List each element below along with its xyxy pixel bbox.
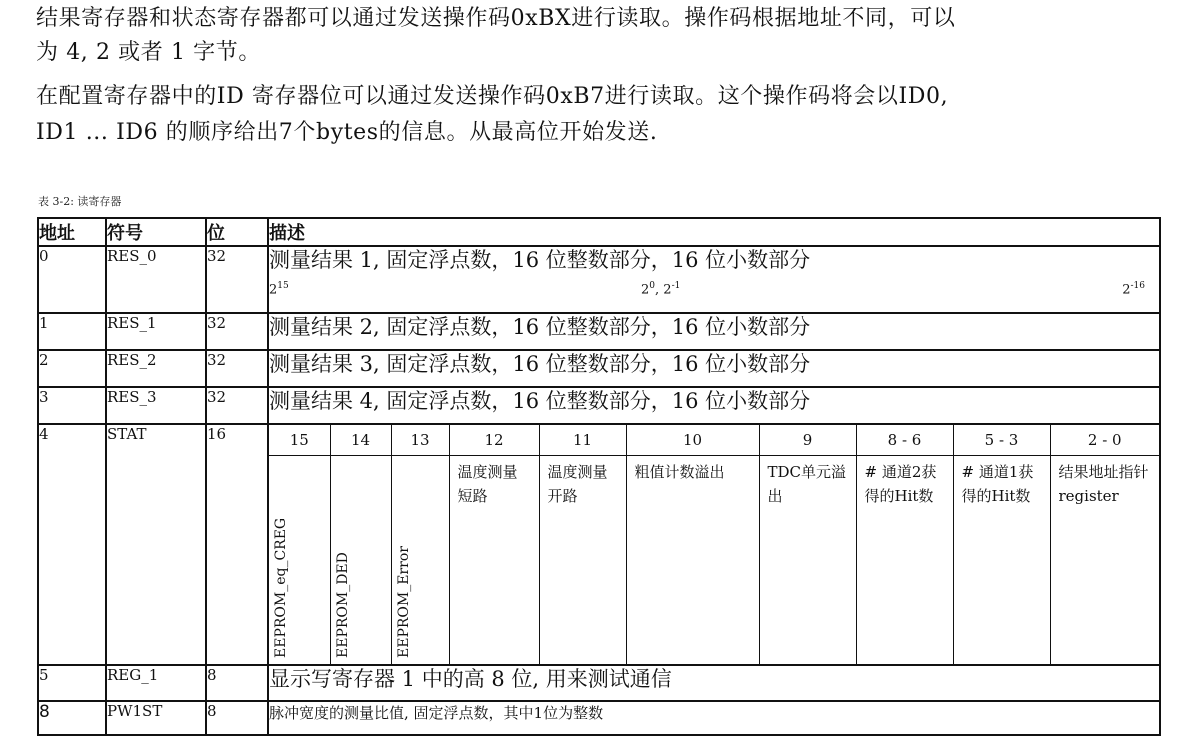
intro-paragraph-line-2: 为 4, 2 或者 1 字节。 [36,40,261,65]
header-desc: 描述 [268,218,1160,246]
stat-bit-number: 5 - 3 [953,425,1050,456]
table-row [38,313,1160,350]
row-addr: 3 [38,387,106,424]
row-bits: 32 [206,350,268,387]
stat-bit-desc: # 通道2获得的Hit数 [856,456,953,665]
stat-bit-desc: TDC单元溢出 [759,456,856,665]
stat-bit-number: 15 [269,425,330,456]
stat-bit-desc: EEPROM_Error [391,456,449,665]
row-desc: 测量结果 3, 固定浮点数，16 位整数部分，16 位小数部分 [268,350,1160,387]
table-row [38,350,1160,387]
intro-paragraph-line-4: ID1 ... ID6 的顺序给出7个bytes的信息。从最高位开始发送. [36,120,658,145]
row-symbol: RES_1 [106,313,206,350]
header-symbol: 符号 [106,218,206,246]
register-table [37,217,1161,736]
row-desc-text: 测量结果 1, 固定浮点数，16 位整数部分，16 位小数部分 [269,248,811,272]
stat-bit-desc: 温度测量短路 [449,456,539,665]
table-row [38,246,1160,313]
header-addr: 地址 [38,218,106,246]
row-desc: 测量结果 2, 固定浮点数，16 位整数部分，16 位小数部分 [268,313,1160,350]
row-desc [268,246,1160,313]
row-addr: 8 [38,701,106,735]
row-bits: 32 [206,246,268,313]
intro-paragraph-line-1: 结果寄存器和状态寄存器都可以通过发送操作码0xBX进行读取。操作码根据地址不同，可以 [36,6,956,31]
scale-mid: $2^0$, $2^{-1}$ [641,281,681,298]
stat-bit-number: 13 [391,425,449,456]
row-bits: 16 [206,424,268,665]
stat-bit-desc: 粗值计数溢出 [626,456,759,665]
row-symbol: STAT [106,424,206,665]
table-row [38,701,1160,735]
row-desc: 脉冲宽度的测量比值, 固定浮点数，其中1位为整数 [268,701,1160,735]
row-addr: 2 [38,350,106,387]
stat-bit-number: 9 [759,425,856,456]
stat-bit-number: 14 [330,425,391,456]
table-header-row [38,218,1160,246]
stat-bit-desc: 温度测量开路 [539,456,626,665]
scale-left: $2^{15}$ [269,281,289,298]
scale-right: $2^{-16}$ [1122,281,1145,298]
bit-weight-scale [269,273,1159,298]
row-addr: 4 [38,424,106,665]
stat-bit-numbers [269,425,1159,456]
row-bits: 8 [206,701,268,735]
row-addr: 1 [38,313,106,350]
stat-bit-number: 10 [626,425,759,456]
row-symbol: RES_3 [106,387,206,424]
intro-paragraph-line-3: 在配置寄存器中的ID 寄存器位可以通过发送操作码0xB7进行读取。这个操作码将会以ID0, [36,84,949,109]
row-desc: 测量结果 4, 固定浮点数，16 位整数部分，16 位小数部分 [268,387,1160,424]
table-row [38,424,1160,665]
stat-bit-number: 12 [449,425,539,456]
stat-bitfield-cell [268,424,1160,665]
stat-bit-desc: 结果地址指针register [1050,456,1159,665]
stat-bitfield-table [269,425,1159,664]
row-addr: 0 [38,246,106,313]
stat-bit-desc: EEPROM_DED [330,456,391,665]
row-desc: 显示写寄存器 1 中的高 8 位, 用来测试通信 [268,665,1160,701]
row-bits: 32 [206,387,268,424]
row-addr: 5 [38,665,106,701]
stat-bit-descriptions [269,456,1159,665]
row-symbol: RES_2 [106,350,206,387]
row-bits: 8 [206,665,268,701]
table-caption: 表 3-2: 读寄存器 [38,195,122,208]
table-row [38,387,1160,424]
row-symbol: RES_0 [106,246,206,313]
row-symbol: PW1ST [106,701,206,735]
table-row [38,665,1160,701]
row-symbol: REG_1 [106,665,206,701]
stat-bit-number: 8 - 6 [856,425,953,456]
stat-bit-number: 2 - 0 [1050,425,1159,456]
stat-bit-desc: # 通道1获得的Hit数 [953,456,1050,665]
header-bits: 位 [206,218,268,246]
stat-bit-desc: EEPROM_eq_CREG [273,517,289,658]
row-bits: 32 [206,313,268,350]
stat-bit-number: 11 [539,425,626,456]
